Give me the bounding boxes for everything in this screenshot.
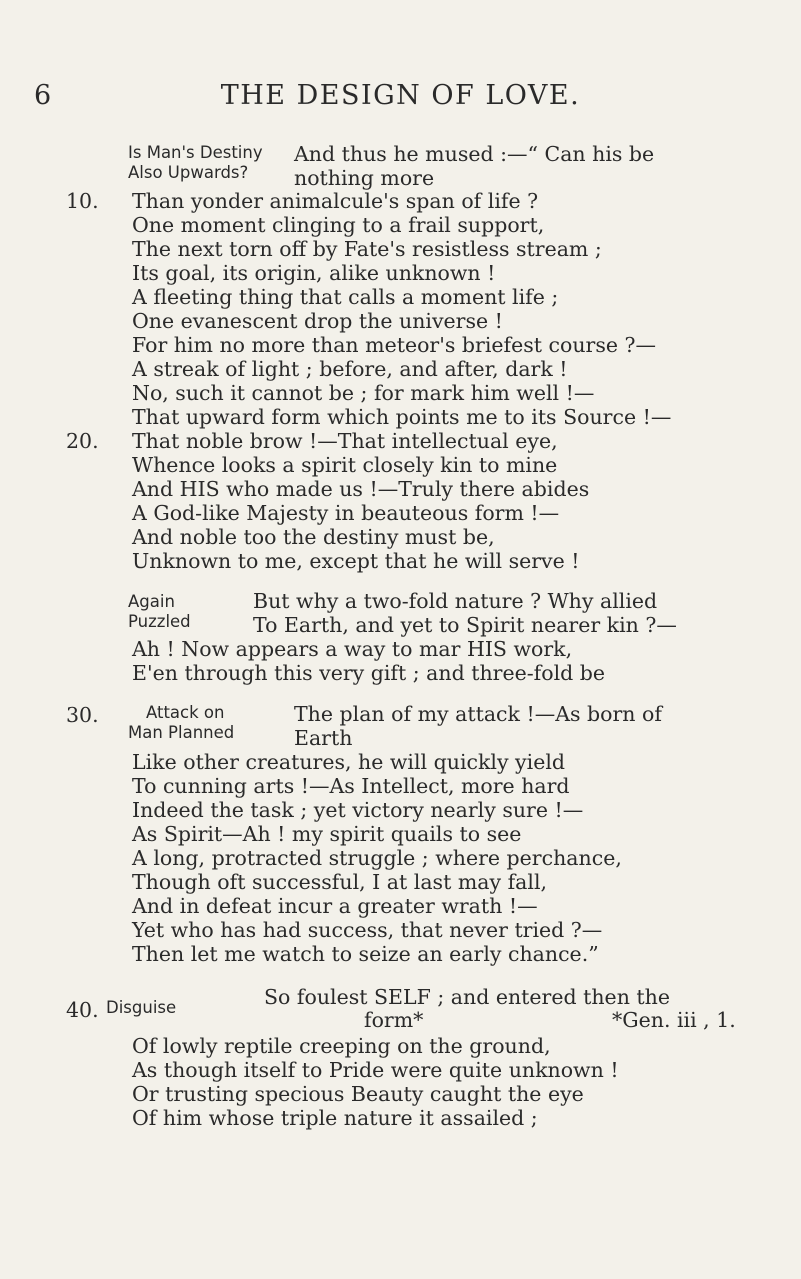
verse-line: And HIS who made us !—Truly there abides xyxy=(132,477,590,501)
page-number: 6 xyxy=(34,80,52,111)
side-note-line: Again xyxy=(128,592,175,611)
verse-line-continued: nothing more xyxy=(294,166,435,190)
footnote-reference: *Gen. iii , 1. xyxy=(612,1008,736,1032)
verse-line: And in defeat incur a greater wrath !— xyxy=(132,894,538,918)
line-number: 20. xyxy=(66,429,99,453)
verse-line: Indeed the task ; yet victory nearly sure !— xyxy=(132,798,584,822)
verse-line: And thus he mused :—“ Can his be xyxy=(294,142,655,166)
verse-line: A God-like Majesty in beauteous form !— xyxy=(132,501,560,525)
verse-line: That noble brow !—That intellectual eye, xyxy=(132,429,558,453)
verse-line: For him no more than meteor's briefest course ?— xyxy=(132,333,656,357)
line-number: 30. xyxy=(66,703,99,727)
side-note-line: Is Man's Destiny xyxy=(128,143,263,162)
verse-line: Its goal, its origin, alike unknown ! xyxy=(132,261,496,285)
verse-line: Though oft successful, I at last may fall, xyxy=(132,870,548,894)
verse-line: Of him whose triple nature it assailed ; xyxy=(132,1106,538,1130)
line-number: 40. xyxy=(66,998,99,1022)
side-note-line: Man Planned xyxy=(128,723,235,742)
verse-line: Than yonder animalcule's span of life ? xyxy=(132,189,539,213)
verse-line: One moment clinging to a frail support, xyxy=(132,213,545,237)
side-note-line: Attack on xyxy=(146,703,225,722)
verse-line: A fleeting thing that calls a moment life ; xyxy=(132,285,559,309)
verse-line: Or trusting specious Beauty caught the eye xyxy=(132,1082,584,1106)
side-note-line: Puzzled xyxy=(128,612,191,631)
verse-line-continued: Earth xyxy=(294,726,353,750)
verse-line-continued: form* xyxy=(364,1008,424,1032)
verse-line: As Spirit—Ah ! my spirit quails to see xyxy=(132,822,522,846)
verse-line: The next torn off by Fate's resistless stream ; xyxy=(132,237,602,261)
line-number: 10. xyxy=(66,189,99,213)
verse-line: To cunning arts !—As Intellect, more hard xyxy=(132,774,570,798)
side-note-line: Disguise xyxy=(106,998,177,1017)
verse-line: E'en through this very gift ; and three-fold be xyxy=(132,661,606,685)
verse-line: One evanescent drop the universe ! xyxy=(132,309,503,333)
verse-line: No, such it cannot be ; for mark him well !— xyxy=(132,381,595,405)
running-title: THE DESIGN OF LOVE. xyxy=(220,80,581,111)
verse-line: Then let me watch to seize an early chance.” xyxy=(132,942,599,966)
verse-line: Unknown to me, except that he will serve ! xyxy=(132,549,580,573)
verse-line: A long, protracted struggle ; where perchance, xyxy=(132,846,622,870)
running-header xyxy=(0,78,801,118)
verse-line: A streak of light ; before, and after, dark ! xyxy=(132,357,568,381)
verse-line: Of lowly reptile creeping on the ground, xyxy=(132,1034,551,1058)
side-note-line: Also Upwards? xyxy=(128,163,249,182)
verse-line: Ah ! Now appears a way to mar HIS work, xyxy=(132,637,573,661)
verse-line: So foulest SELF ; and entered then the xyxy=(264,985,670,1009)
verse-line: And noble too the destiny must be, xyxy=(132,525,495,549)
verse-line: As though itself to Pride were quite unknown ! xyxy=(132,1058,619,1082)
verse-line: That upward form which points me to its Source !— xyxy=(132,405,672,429)
verse-line: To Earth, and yet to Spirit nearer kin ?— xyxy=(253,613,677,637)
verse-line: Yet who has had success, that never tried ?— xyxy=(132,918,603,942)
verse-line: The plan of my attack !—As born of xyxy=(294,702,662,726)
verse-line: But why a two-fold nature ? Why allied xyxy=(253,589,658,613)
verse-line: Like other creatures, he will quickly yield xyxy=(132,750,566,774)
verse-line: Whence looks a spirit closely kin to mine xyxy=(132,453,558,477)
